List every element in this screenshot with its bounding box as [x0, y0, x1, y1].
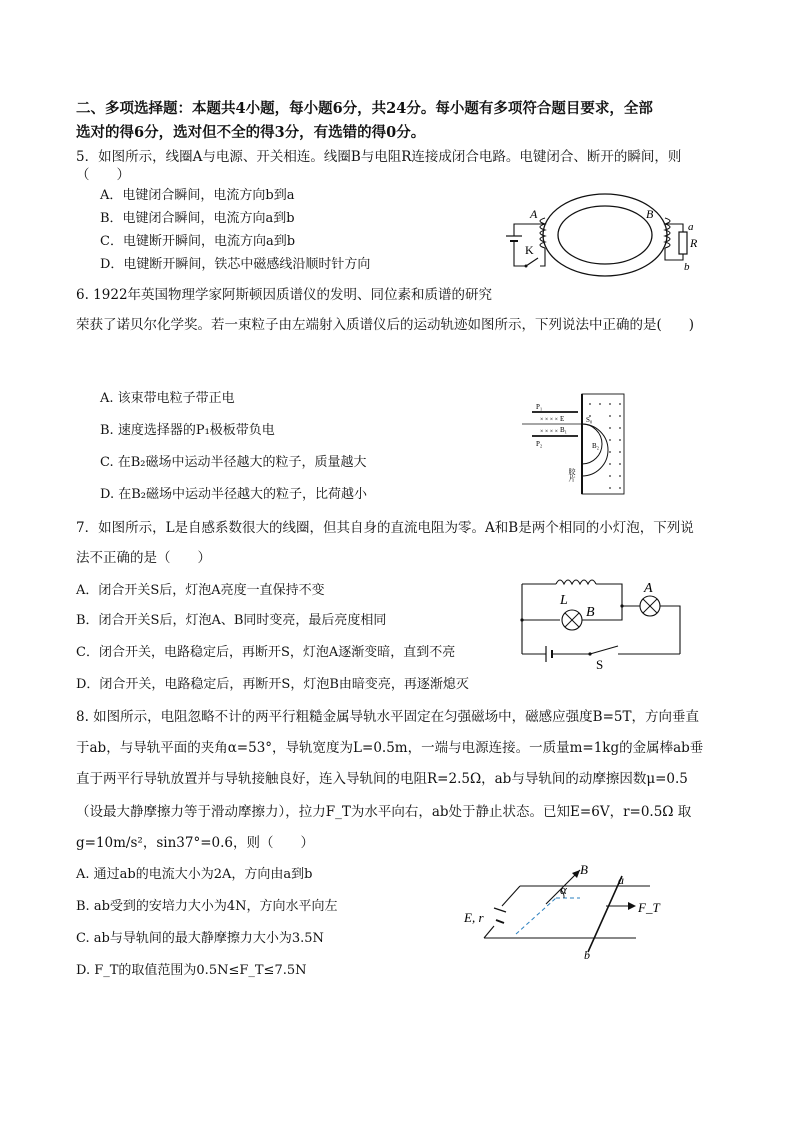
q5-option-d[interactable]: D．电键断开瞬间，铁芯中磁感线沿顺时针方向 [100, 257, 371, 272]
q8-stem-line2: 于ab，与导轨平面的夹角α=53°，导轨宽度为L=0.5m，一端与电源连接。一质量m=1kg的金属棒ab垂 [76, 740, 704, 756]
q6-label-plate: 胶片 [568, 468, 576, 482]
q6-label-e: E [560, 415, 565, 423]
q6-mass-spectrometer-figure [520, 392, 630, 498]
q8-label-b: B [580, 862, 588, 877]
q8-option-a[interactable]: A. 通过ab的电流大小为2A，方向由a到b [76, 867, 313, 882]
q5-coil-figure [500, 190, 710, 280]
section-title-line1: 二、多项选择题：本题共4小题，每小题6分，共24分。每小题有多项符合题目要求，全部 [76, 100, 653, 117]
q6-label-b2: B₂ [592, 442, 600, 450]
svg-text:× × × ×: × × × × [540, 417, 559, 423]
q5-label-coil-a: A [530, 207, 538, 221]
q8-label-force: F_T [638, 900, 660, 915]
q6-option-b[interactable]: B. 速度选择器的P₁极板带负电 [100, 423, 275, 438]
q6-label-p1: P₁ [536, 403, 543, 411]
q6-stem-line2: 荣获了诺贝尔化学奖。若一束粒子由左端射入质谱仪后的运动轨迹如图所示，下列说法中正确的是( ) [76, 317, 695, 333]
q6-label-b1: B₁ [560, 426, 568, 434]
q7-stem-line1: 7．如图所示，L是自感系数很大的线圈，但其自身的直流电阻为零。A和B是两个相同的小灯泡，下列说 [76, 520, 694, 536]
q6-option-a[interactable]: A. 该束带电粒子带正电 [100, 391, 235, 406]
q7-option-d[interactable]: D．闭合开关，电路稳定后，再断开S，灯泡B由暗变亮，再逐渐熄灭 [76, 677, 469, 692]
q6-option-c[interactable]: C. 在B₂磁场中运动半径越大的粒子，质量越大 [100, 455, 367, 470]
q8-label-end-b: b [584, 948, 590, 962]
q5-option-b[interactable]: B．电键闭合瞬间，电流方向a到b [100, 211, 295, 226]
q8-option-b[interactable]: B. ab受到的安培力大小为4N，方向水平向左 [76, 899, 338, 914]
q7-label-inductor: L [560, 593, 568, 608]
q5-label-end-b: b [684, 261, 690, 273]
q7-option-a[interactable]: A．闭合开关S后，灯泡A亮度一直保持不变 [76, 583, 325, 598]
q7-stem-line2: 法不正确的是（ ） [76, 550, 211, 566]
q5-label-switch: K [525, 243, 534, 257]
q5-label-resistor: R [690, 236, 698, 250]
q8-rail-figure [460, 862, 690, 962]
q5-label-coil-b: B [646, 207, 654, 221]
section-title-line2: 选对的得6分，选对但不全的得3分，有选错的得0分。 [76, 124, 426, 141]
q7-circuit-figure [518, 572, 686, 672]
q7-label-lamp-a: A [644, 581, 653, 596]
q8-option-c[interactable]: C. ab与导轨间的最大静摩擦力大小为3.5N [76, 931, 324, 946]
q8-label-end-a: a [618, 873, 624, 887]
q8-label-alpha: α [560, 882, 567, 897]
q5-label-end-a: a [688, 221, 694, 233]
q7-option-b[interactable]: B．闭合开关S后，灯泡A、B同时变亮，最后亮度相同 [76, 613, 387, 628]
q6-label-p2: P₂ [536, 440, 543, 448]
q8-stem-line5: g=10m/s²，sin37°=0.6，则（ ） [76, 835, 314, 851]
q8-label-source: E, r [464, 910, 484, 925]
q6-stem-line1: 6. 1922年英国物理学家阿斯顿因质谱仪的发明、同位素和质谱的研究 [76, 287, 493, 303]
q8-option-d[interactable]: D. F_T的取值范围为0.5N≤F_T≤7.5N [76, 963, 307, 978]
q8-stem-line4: （设最大静摩擦力等于滑动摩擦力），拉力F_T为水平向右，ab处于静止状态。已知E=6V，r=0.5Ω 取 [76, 804, 692, 820]
q5-stem-line2: （ ） [76, 167, 130, 183]
q6-option-d[interactable]: D. 在B₂磁场中运动半径越大的粒子，比荷越小 [100, 487, 367, 502]
q8-stem-line1: 8. 如图所示，电阻忽略不计的两平行粗糙金属导轨水平固定在匀强磁场中，磁感应强度B=5T，方向垂直 [76, 709, 699, 725]
q7-option-c[interactable]: C．闭合开关，电路稳定后，再断开S，灯泡A逐渐变暗，直到不亮 [76, 645, 456, 660]
q7-label-switch: S [596, 657, 604, 672]
svg-text:× × × ×: × × × × [540, 429, 559, 435]
q5-stem-line1: 5．如图所示，线圈A与电源、开关相连。线圈B与电阻R连接成闭合电路。电键闭合、断开的瞬间，则 [76, 149, 682, 165]
q6-label-s0: S₀ [586, 416, 593, 424]
q5-option-a[interactable]: A．电键闭合瞬间，电流方向b到a [100, 188, 295, 203]
q8-stem-line3: 直于两平行导轨放置并与导轨接触良好，连入导轨间的电阻R=2.5Ω，ab与导轨间的动摩擦因数μ=0.5 [76, 771, 688, 787]
q7-label-lamp-b: B [586, 605, 595, 620]
q5-option-c[interactable]: C．电键断开瞬间，电流方向a到b [100, 234, 296, 249]
